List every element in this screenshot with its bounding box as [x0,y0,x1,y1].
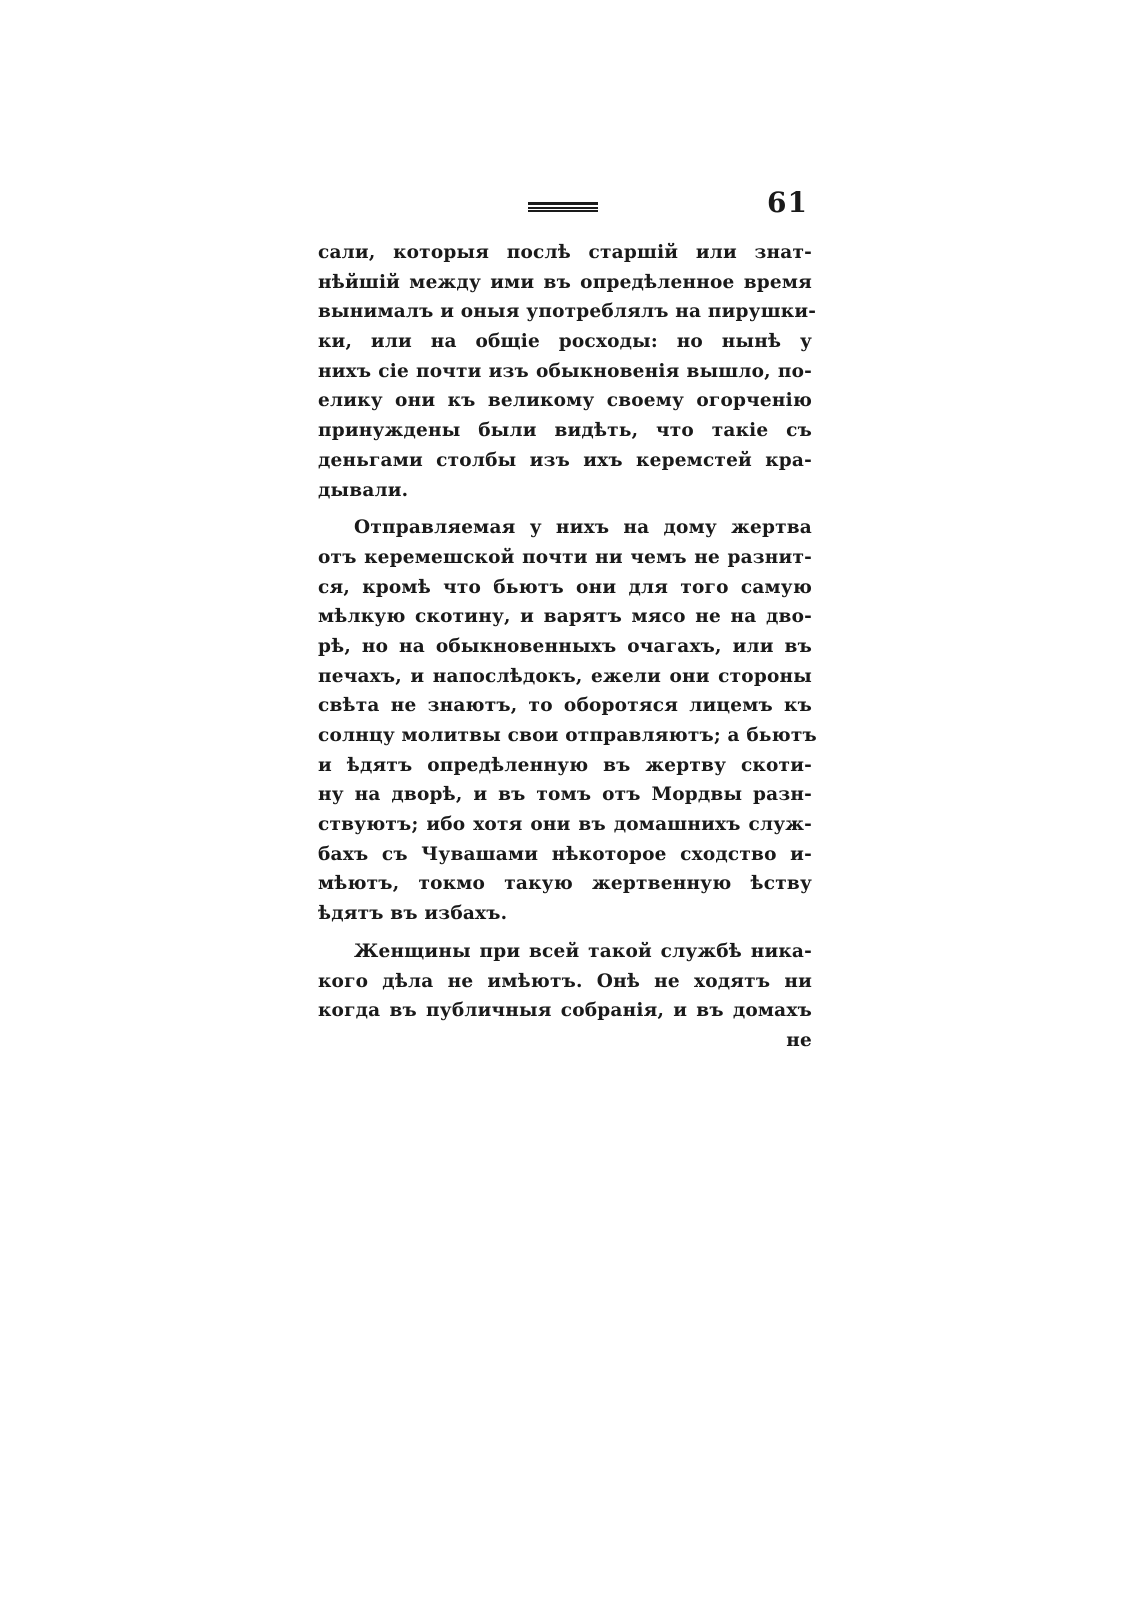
header-rule-ornament [528,202,598,212]
text-line: мѣлкую скотину, и варятъ мясо не на дво- [318,606,812,628]
page-number: 61 [767,186,808,219]
text-line: свѣта не знаютъ, то оборотяся лицемъ къ [318,695,812,717]
text-line: ну на дворѣ, и въ томъ отъ Мордвы разн- [318,784,812,806]
paragraph-2 [318,513,817,929]
text-line: принуждены были видѣть, что такіе съ [318,420,812,442]
text-line: кого дѣла не имѣютъ. Онѣ не ходятъ ни [318,970,812,992]
text-line: солнцу молитвы свои отправляютъ; а бьютъ [318,725,817,746]
text-line: нихъ сіе почти изъ обыкновенія вышло, по- [318,360,812,382]
paragraph-3 [318,937,812,1026]
text-line: и ѣдятъ опредѣленную въ жертву скоти- [318,754,812,776]
text-line: Женщины при всей такой службѣ ника- [354,940,812,962]
text-line: елику они къ великому своему огорченію [318,390,812,412]
text-line: бахъ съ Чувашами нѣкоторое сходство и- [318,843,812,865]
text-line: Отправляемая у нихъ на дому жертва [354,517,812,539]
text-line: ствуютъ; ибо хотя они въ домашнихъ служ- [318,814,812,836]
text-line: ки, или на общіе росходы: но нынѣ у [318,331,812,353]
text-line: мѣютъ, токмо такую жертвенную ѣству [318,873,812,895]
catchword: не [786,1029,812,1051]
text-line: ѣдятъ въ избахъ. [318,903,508,925]
text-line: печахъ, и напослѣдокъ, ежели они стороны [318,665,812,687]
text-line: нѣйшій между ими въ опредѣленное время [318,271,812,293]
text-line: вынималъ и оныя употреблялъ на пирушки- [318,301,817,323]
text-line: отъ керемешской почти ни чемъ не разнит- [318,546,812,568]
text-line: дывали. [318,479,409,501]
paragraph-1 [318,238,817,505]
text-line: рѣ, но на обыкновенныхъ очагахъ, или въ [318,635,812,657]
body-text [318,238,817,1056]
page-header [318,186,812,230]
text-line: ся, кромѣ что бьютъ они для того самую [318,576,812,598]
text-line: деньгами столбы изъ ихъ керемстей кра- [318,449,812,471]
text-line: сали, которыя послѣ старшій или знат- [318,242,812,263]
text-line: когда въ публичныя собранія, и въ домахъ [318,1000,812,1022]
